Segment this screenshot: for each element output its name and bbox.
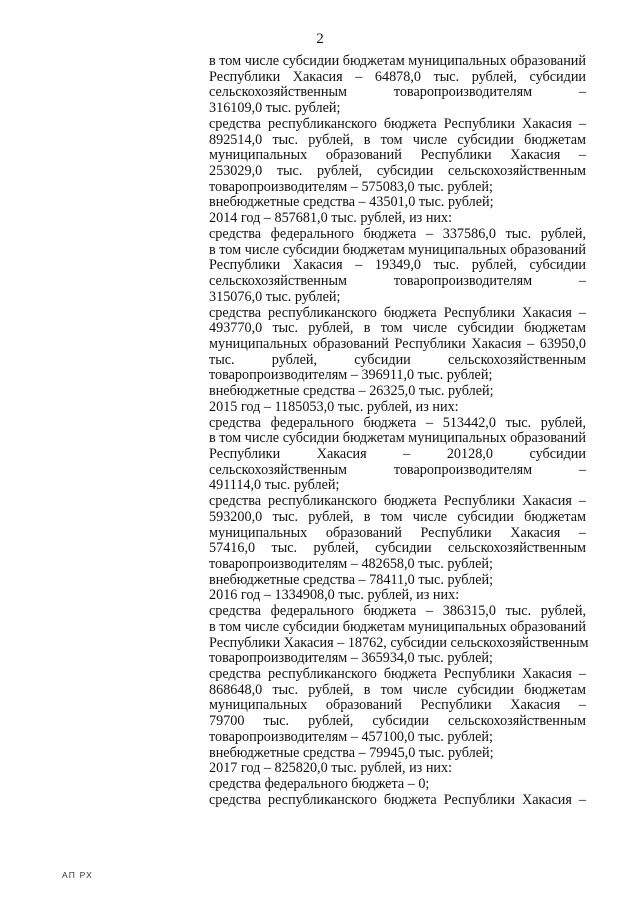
text-line: муниципальных образований Республики Хакасия – 63950,0	[209, 335, 586, 352]
text-line: сельскохозяйственным товаропроизводителям –	[209, 461, 586, 478]
text-line: 57416,0 тыс. рублей, субсидии сельскохозяйственным	[209, 540, 586, 557]
text-line: Республики Хакасия – 20128,0 субсидии	[209, 445, 586, 462]
text-line: товаропроизводителям – 457100,0 тыс. рублей;	[209, 728, 493, 745]
text-line: сельскохозяйственным товаропроизводителям –	[209, 84, 586, 101]
text-line: 2014 год – 857681,0 тыс. рублей, из них:	[209, 210, 453, 227]
text-line: муниципальных образований Республики Хакасия –	[209, 524, 586, 541]
text-line: средства федерального бюджета – 337586,0 тыс. рублей,	[209, 225, 586, 242]
text-line: внебюджетные средства – 43501,0 тыс. рублей;	[209, 194, 494, 211]
text-line: 868648,0 тыс. рублей, в том числе субсидии бюджетам	[209, 681, 586, 698]
text-line: 316109,0 тыс. рублей;	[209, 100, 341, 117]
text-line: в том числе субсидии бюджетам муниципальных образований	[209, 430, 586, 447]
text-line: 2015 год – 1185053,0 тыс. рублей, из них:	[209, 398, 459, 415]
text-line: в том числе субсидии бюджетам муниципальных образований	[209, 618, 586, 635]
text-line: 491114,0 тыс. рублей;	[209, 477, 340, 494]
text-line: средства республиканского бюджета Республики Хакасия –	[209, 115, 586, 132]
text-line: средства республиканского бюджета Республики Хакасия –	[209, 791, 586, 808]
text-line: средства федерального бюджета – 386315,0 тыс. рублей,	[209, 603, 586, 620]
text-line: Республики Хакасия – 18762, субсидии сельскохозяйственным	[209, 634, 589, 651]
footer-mark: АП РХ	[62, 870, 94, 880]
text-line: внебюджетные средства – 26325,0 тыс. рублей;	[209, 383, 494, 400]
text-line: 315076,0 тыс. рублей;	[209, 288, 341, 305]
text-line: товаропроизводителям – 396911,0 тыс. рублей;	[209, 367, 493, 384]
text-line: внебюджетные средства – 79945,0 тыс. рублей;	[209, 744, 494, 761]
text-line: 2016 год – 1334908,0 тыс. рублей, из них:	[209, 587, 460, 604]
text-line: муниципальных образований Республики Хакасия –	[209, 147, 586, 164]
text-line: средства республиканского бюджета Республики Хакасия –	[209, 304, 586, 321]
text-line: в том числе субсидии бюджетам муниципальных образований	[209, 53, 586, 69]
text-line: тыс. рублей, субсидии сельскохозяйственным	[209, 351, 586, 368]
text-line: 892514,0 тыс. рублей, в том числе субсидии бюджетам	[209, 131, 586, 148]
text-line: 253029,0 тыс. рублей, субсидии сельскохозяйственным	[209, 163, 586, 180]
text-line: 2017 год – 825820,0 тыс. рублей, из них:	[209, 760, 453, 777]
document-body	[209, 53, 589, 809]
text-line: муниципальных образований Республики Хакасия –	[209, 697, 586, 714]
text-line: Республики Хакасия – 19349,0 тыс. рублей, субсидии	[209, 257, 586, 274]
text-line: сельскохозяйственным товаропроизводителям –	[209, 273, 586, 290]
text-line: Республики Хакасия – 64878,0 тыс. рублей, субсидии	[209, 68, 586, 85]
text-line: в том числе субсидии бюджетам муниципальных образований	[209, 241, 586, 258]
text-line: средства федерального бюджета – 0;	[209, 776, 430, 793]
text-line: средства республиканского бюджета Республики Хакасия –	[209, 493, 586, 510]
page-number: 2	[316, 31, 324, 47]
text-line: 79700 тыс. рублей, субсидии сельскохозяйственным	[209, 713, 586, 730]
text-line: внебюджетные средства – 78411,0 тыс. рублей;	[209, 571, 494, 588]
text-line: товаропроизводителям – 365934,0 тыс. рублей;	[209, 650, 493, 667]
text-line: 493770,0 тыс. рублей, в том числе субсидии бюджетам	[209, 320, 586, 337]
text-line: средства федерального бюджета – 513442,0 тыс. рублей,	[209, 414, 586, 431]
text-line: 593200,0 тыс. рублей, в том числе субсидии бюджетам	[209, 508, 586, 525]
text-line: средства республиканского бюджета Республики Хакасия –	[209, 666, 586, 683]
text-line: товаропроизводителям – 575083,0 тыс. рублей;	[209, 178, 493, 195]
text-line: товаропроизводителям – 482658,0 тыс. рублей;	[209, 556, 493, 572]
